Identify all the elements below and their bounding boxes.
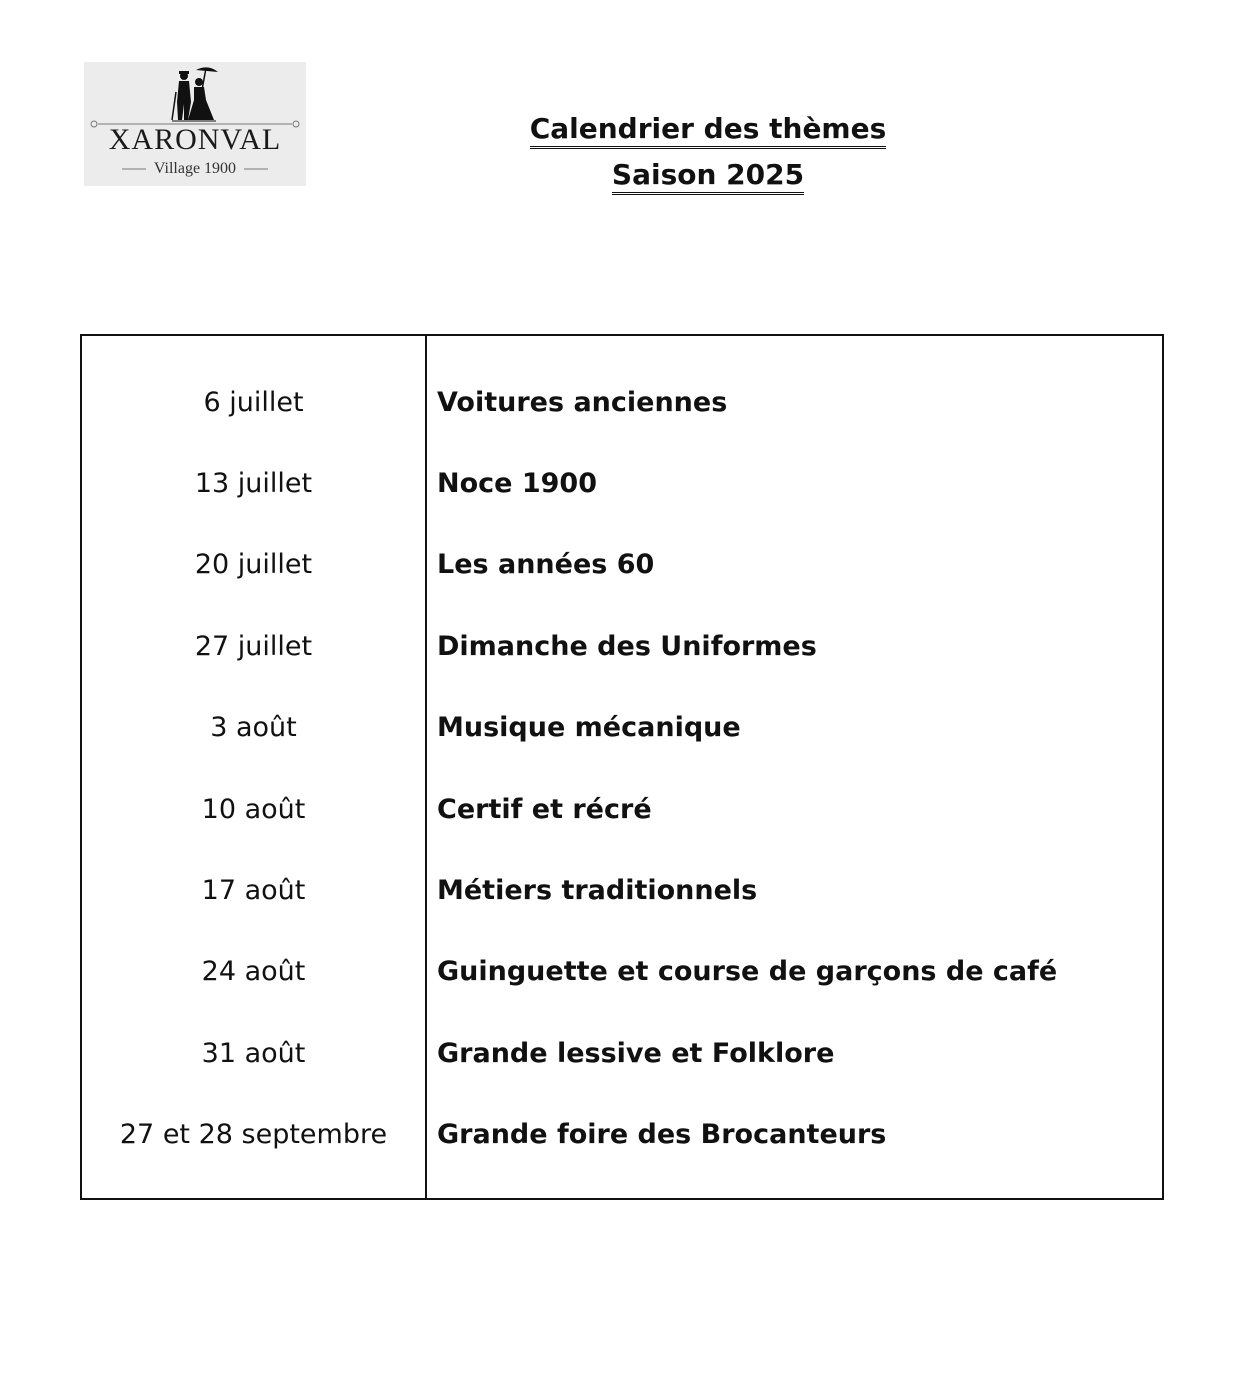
theme-cell: Grande foire des Brocanteurs [437,1119,887,1150]
theme-cell: Certif et récré [437,794,652,825]
date-cell: 27 juillet [194,631,313,662]
table-row [82,952,1162,992]
theme-schedule-table [80,334,1164,1200]
date-cell: 27 et 28 septembre [119,1119,388,1150]
table-row [82,627,1162,667]
table-row [82,871,1162,911]
theme-cell: Voitures anciennes [437,387,728,418]
table-row [82,1034,1162,1074]
table-row [82,545,1162,585]
date-cell: 6 juillet [203,387,304,418]
table-row [82,708,1162,748]
date-cell: 20 juillet [194,549,313,580]
theme-cell: Grande lessive et Folklore [437,1038,835,1069]
date-cell: 13 juillet [194,468,313,499]
page-title [480,106,936,198]
table-row [82,464,1162,504]
date-cell: 31 août [201,1038,306,1069]
title-line-1: Calendrier des thèmes [530,112,887,149]
xaronval-logo [84,62,306,186]
date-cell: 24 août [201,956,306,987]
theme-cell: Musique mécanique [437,712,741,743]
logo-title: XARONVAL [108,123,282,156]
date-cell: 10 août [201,794,306,825]
table-row [82,383,1162,423]
title-line-2: Saison 2025 [612,158,804,195]
date-cell: 17 août [201,875,306,906]
theme-cell: Métiers traditionnels [437,875,758,906]
table-row [82,790,1162,830]
theme-cell: Dimanche des Uniformes [437,631,817,662]
theme-cell: Noce 1900 [437,468,598,499]
theme-cell: Guinguette et course de garçons de café [437,956,1058,987]
date-cell: 3 août [210,712,297,743]
logo-subtitle: Village 1900 [153,160,237,177]
table-row [82,1115,1162,1155]
theme-cell: Les années 60 [437,549,655,580]
